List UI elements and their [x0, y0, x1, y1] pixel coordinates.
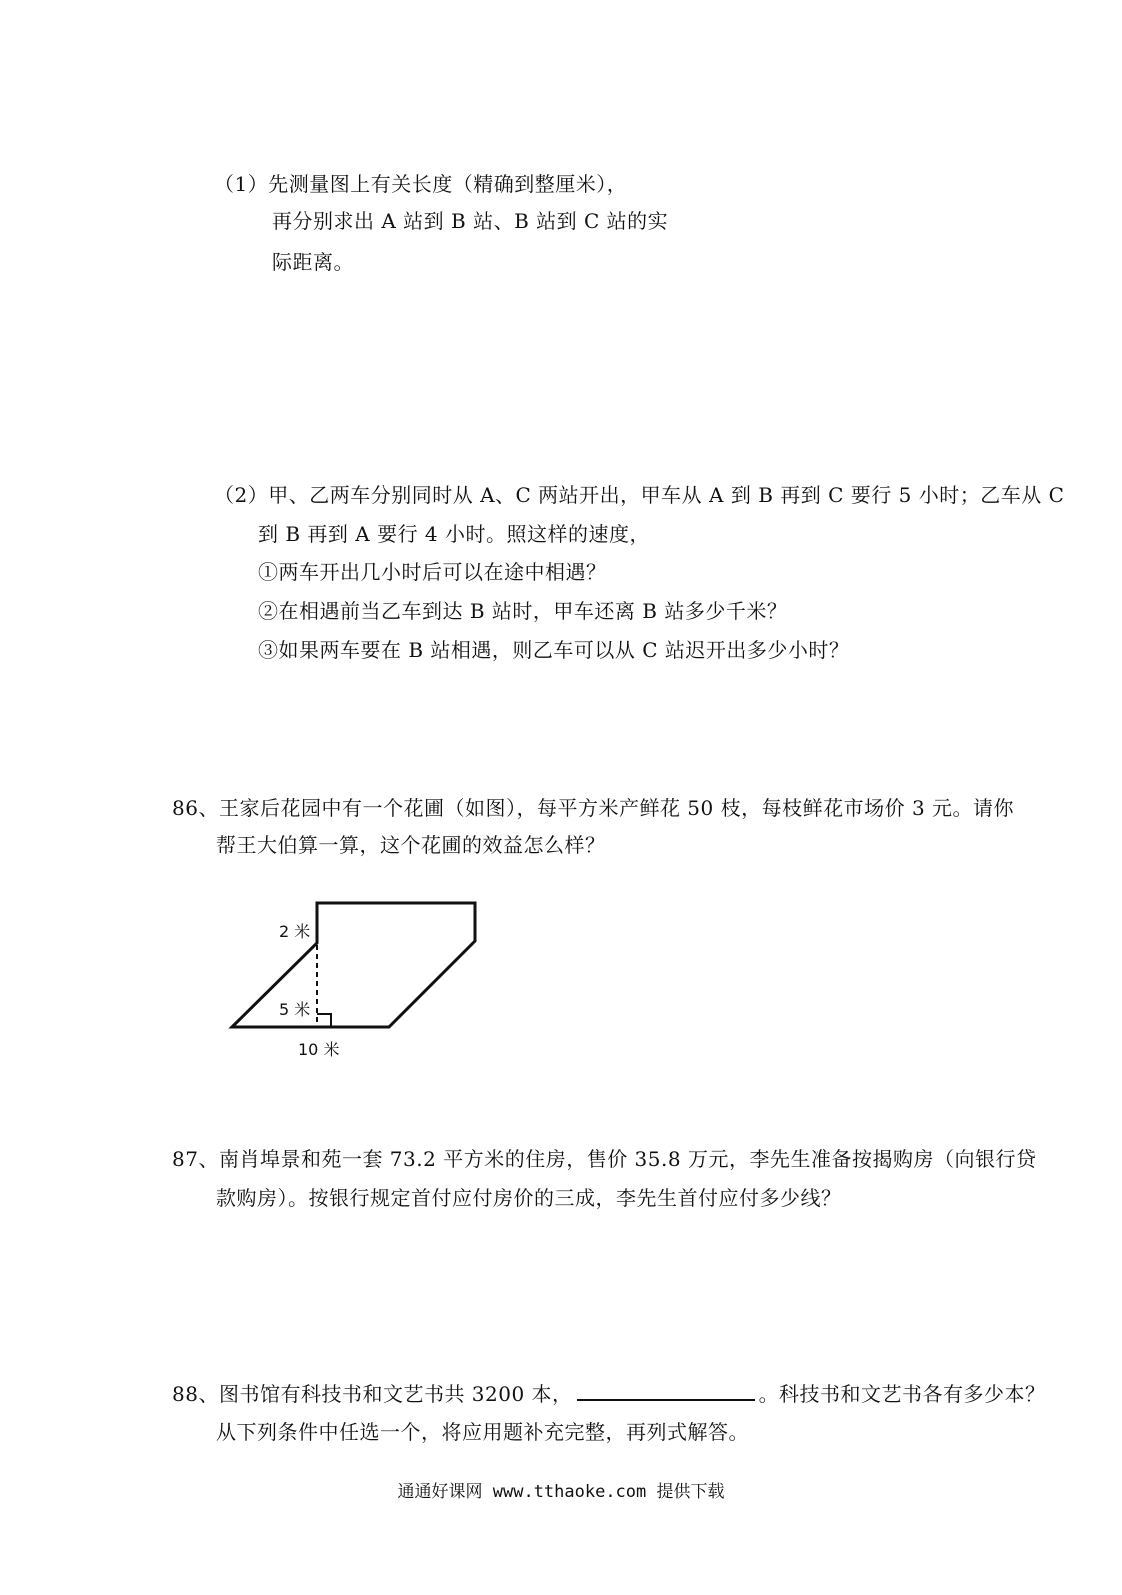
part1-line1: （1）先测量图上有关长度（精确到整厘米）， [214, 172, 628, 196]
right-angle-mark [317, 1014, 331, 1027]
q86-line2: 帮王大伯算一算，这个花圃的效益怎么样？ [216, 833, 606, 857]
q86-line1: 86、王家后花园中有一个花圃（如图），每平方米产鲜花 50 枝，每枝鲜花市场价 3 元。请你 [172, 796, 1015, 820]
figure-label-2m: 2 米 [279, 922, 311, 941]
part2-line2: 到 B 再到 A 要行 4 小时。照这样的速度， [258, 522, 651, 546]
footer-download-note: 通通好课网 www.tthaoke.com 提供下载 [397, 1482, 725, 1502]
part1-line2: 再分别求出 A 站到 B 站、B 站到 C 站的实 [272, 209, 669, 233]
q87-line2: 款购房）。按银行规定首付应付房价的三成，李先生首付应付多少线？ [216, 1186, 842, 1210]
part1-line3: 际距离。 [272, 250, 354, 274]
figure-label-5m: 5 米 [279, 1000, 311, 1019]
q88-text-before-blank: 88、图书馆有科技书和文艺书共 3200 本， [172, 1382, 573, 1406]
q87-line1: 87、南肖埠景和苑一套 73.2 平方米的住房，售价 35.8 万元，李先生准备按揭购房（向银行贷 [172, 1147, 1037, 1171]
part2-sub2: ②在相遇前当乙车到达 B 站时，甲车还离 B 站多少千米？ [258, 599, 788, 623]
figure-label-10m: 10 米 [298, 1040, 340, 1059]
q88-line2: 从下列条件中任选一个，将应用题补充完整，再列式解答。 [216, 1420, 749, 1444]
q88-answer-blank [577, 1379, 755, 1401]
part2-sub1: ①两车开出几小时后可以在途中相遇？ [258, 560, 607, 584]
part2-line1: （2）甲、乙两车分别同时从 A、C 两站开出，甲车从 A 到 B 再到 C 要行 5 小时；乙车从 C [214, 483, 1065, 507]
part2-sub3: ③如果两车要在 B 站相遇，则乙车可以从 C 站迟开出多少小时？ [258, 638, 850, 662]
flower-bed-outline [232, 903, 475, 1027]
q88-line1 [172, 1379, 1046, 1408]
q88-text-after-blank: 。科技书和文艺书各有多少本？ [758, 1382, 1046, 1406]
